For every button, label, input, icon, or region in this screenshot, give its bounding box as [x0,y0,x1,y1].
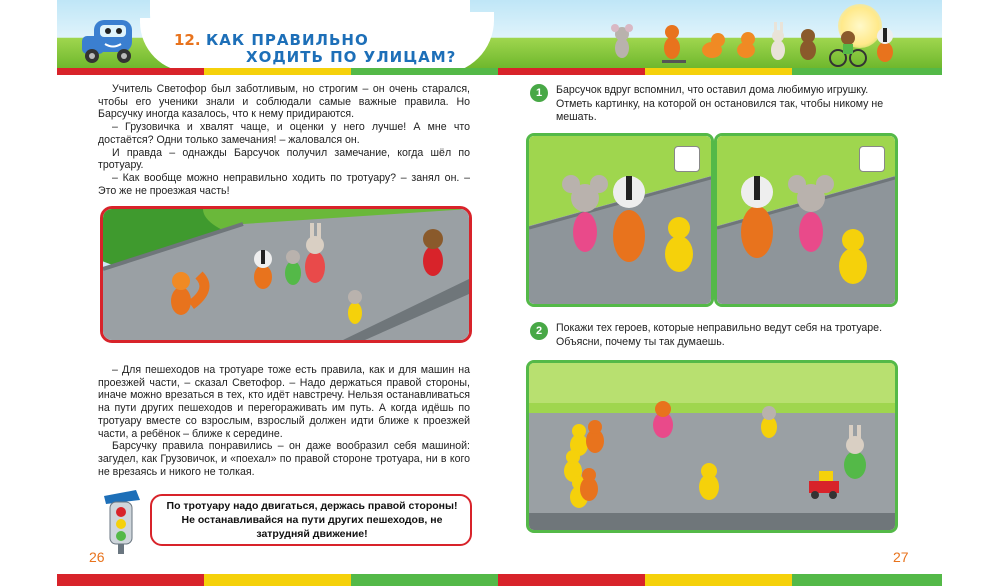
paragraph: Барсучку правила понравились – он даже вообразил себя машиной: загудел, как Грузовичок, и «поехал» по правой стороне тротуара, ни в кого не врезаясь и никого не толкая. [98,440,470,478]
bicycle-icon [830,31,866,66]
duckling-icon [699,463,719,500]
paragraph: Учитель Светофор был заботливым, но строгим – он очень старался, чтобы его ученики знали и соблюдали самые важные правила. Но Барсучку иногда казалось, что к нему придираются. [98,83,470,121]
bear-icon [800,29,816,60]
mouse-icon [285,250,301,285]
task1-checkbox-a[interactable] [674,146,700,172]
task2-text: Покажи тех героев, которые неправильно ведут себя на тротуаре. Объясни, почему ты так думаешь. [556,322,883,348]
squirrel-icon [580,468,598,501]
fox-icon [737,32,755,58]
stripe-green [792,574,942,586]
mouse-icon [348,290,362,324]
task-number-badge: 2 [530,322,548,340]
paragraph: – Как вообще можно неправильно ходить по тротуару? – занял он. – Это же не проезжая часть! [98,171,470,197]
stripe-green [351,574,498,586]
traffic-light-teacher-icon [96,486,146,556]
header-animals [600,10,900,70]
stripe-green [351,68,498,75]
stripe-yellow [204,574,351,586]
story-text-top [98,83,470,197]
task2-picture[interactable] [526,360,898,533]
lesson-number: 12. [174,31,201,49]
sidewalk-scene [103,209,469,340]
stripe-yellow [645,68,792,75]
page-number-right: 27 [893,549,909,565]
paragraph: – Для пешеходов на тротуаре тоже есть правила, как и для машин на проезжей части, – сказал Светофор. – Надо держаться правой стороны, иначе можно врезаться в тех, кто идёт навстречу. Нельзя останавливаться на пути других пешеходов и перегораживать им путь. А когда идёшь по тротуару вместе со взрослым, взрослый должен идти ближе к проезжей части, а ребёнок – ближе к середине. [98,364,470,440]
task1-text: Барсучок вдруг вспомнил, что оставил дома любимую игрушку. Отметь картинку, на которой он остановился так, чтобы никому не мешать. [556,84,884,123]
fox-icon [702,33,725,58]
page-title-line1: КАК ПРАВИЛЬНО [206,31,369,49]
task-number-badge: 1 [530,84,548,102]
squirrel-icon [662,25,686,63]
badger-icon [741,176,773,258]
stripe-red [498,68,645,75]
stripe-green [792,68,942,75]
bunny-icon [771,22,785,60]
stripe-red [498,574,645,586]
stripe-yellow [645,574,792,586]
stripe-red [57,574,204,586]
squirrel-icon [586,420,604,453]
bear-icon [423,229,443,276]
paragraph: – Грузовичка и хвалят чаще, и оценки у него лучше! А мне что достаётся? Одни только замечания! – жаловался он. [98,121,470,146]
duckling-icon [665,217,693,272]
stripe-red [57,68,204,75]
paragraph: И правда – однажды Барсучок получил замечание, когда шёл по тротуару. [98,146,470,172]
page-title-line2: ХОДИТЬ ПО УЛИЦАМ? [246,48,457,66]
duckling-icon [839,229,867,284]
mouse-icon [611,24,633,58]
story-text-bottom [98,364,470,478]
mouse-icon [761,406,777,438]
task1-checkbox-b[interactable] [859,146,885,172]
squirrel-icon [653,401,673,438]
badger-icon [877,28,893,62]
stripe-yellow [204,68,351,75]
truck-icon [72,12,152,67]
badger-icon [613,176,645,262]
task2-scene [529,363,895,530]
page-number-left: 26 [89,549,105,565]
sidewalk-illustration [100,206,472,343]
rule-callout-text: По тротуару надо двигаться, держась правой стороны! Не останавливайся на пути других пешеходов, не затрудняй движение! [166,500,458,540]
badger-icon [254,250,272,289]
